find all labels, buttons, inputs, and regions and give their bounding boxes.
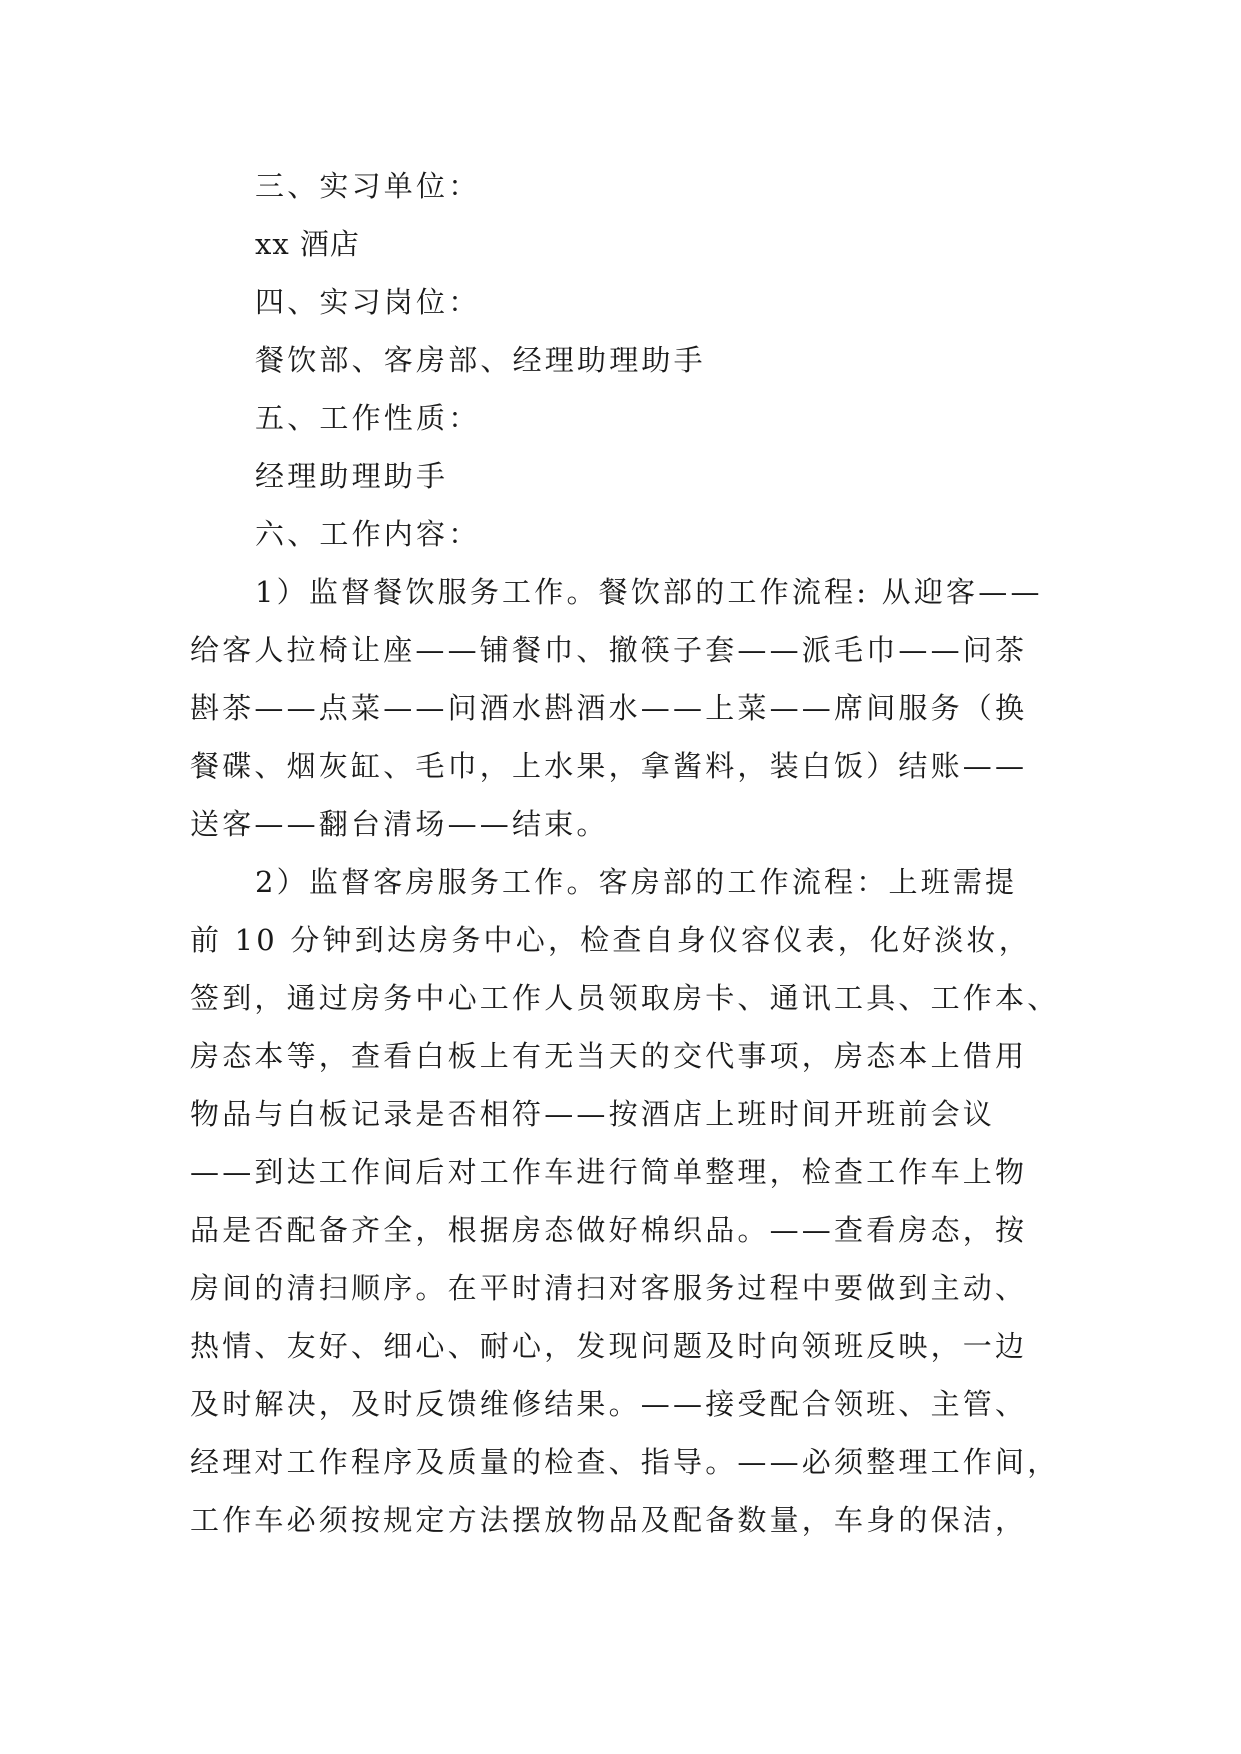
paragraph-line: 餐碟、烟灰缸、毛巾，上水果，拿酱料，装白饭）结账—— xyxy=(190,749,1028,783)
paragraph-line: 房态本等，查看白板上有无当天的交代事项，房态本上借用 xyxy=(190,1039,1028,1073)
section-body-internship-unit: xx 酒店 xyxy=(255,227,360,261)
paragraph-line: 物品与白板记录是否相符——按酒店上班时间开班前会议 xyxy=(190,1097,996,1131)
paragraph-line: 工作车必须按规定方法摆放物品及配备数量，车身的保洁， xyxy=(190,1503,1028,1537)
paragraph-line: 热情、友好、细心、耐心，发现问题及时向领班反映，一边 xyxy=(190,1329,1028,1363)
paragraph-line: 及时解决，及时反馈维修结果。——接受配合领班、主管、 xyxy=(190,1387,1028,1421)
paragraph-line: 签到，通过房务中心工作人员领取房卡、通讯工具、工作本、 xyxy=(190,981,1060,1015)
paragraph-line: 送客——翻台清场——结束。 xyxy=(190,807,609,841)
paragraph-line: 房间的清扫顺序。在平时清扫对客服务过程中要做到主动、 xyxy=(190,1271,1028,1305)
paragraph-line: 前 10 分钟到达房务中心，检查自身仪容仪表，化好淡妆， xyxy=(190,923,1031,957)
document-body xyxy=(190,157,1070,1549)
section-heading-work-nature: 五、工作性质： xyxy=(255,401,481,435)
section-body-internship-position: 餐饮部、客房部、经理助理助手 xyxy=(255,343,706,377)
paragraph-line: 给客人拉椅让座——铺餐巾、撤筷子套——派毛巾——问茶 xyxy=(190,633,1028,667)
paragraph-line: 斟茶——点菜——问酒水斟酒水——上菜——席间服务（换 xyxy=(190,691,1028,725)
section-body-work-nature: 经理助理助手 xyxy=(255,459,449,493)
paragraph-line: ——到达工作间后对工作车进行简单整理，检查工作车上物 xyxy=(190,1155,1028,1189)
paragraph-dining-service xyxy=(190,563,1070,853)
paragraph-line: 经理对工作程序及质量的检查、指导。——必须整理工作间， xyxy=(190,1445,1060,1479)
section-heading-internship-unit: 三、实习单位： xyxy=(255,169,481,203)
paragraph-line: 1）监督餐饮服务工作。餐饮部的工作流程: 从迎客—— xyxy=(255,575,1043,609)
paragraph-housekeeping-service xyxy=(190,853,1070,1549)
paragraph-line: 品是否配备齐全，根据房态做好棉织品。——查看房态，按 xyxy=(190,1213,1028,1247)
section-heading-internship-position: 四、实习岗位： xyxy=(255,285,481,319)
section-heading-work-content: 六、工作内容： xyxy=(255,517,481,551)
paragraph-line: 2）监督客房服务工作。客房部的工作流程：上班需提 xyxy=(255,865,1018,899)
